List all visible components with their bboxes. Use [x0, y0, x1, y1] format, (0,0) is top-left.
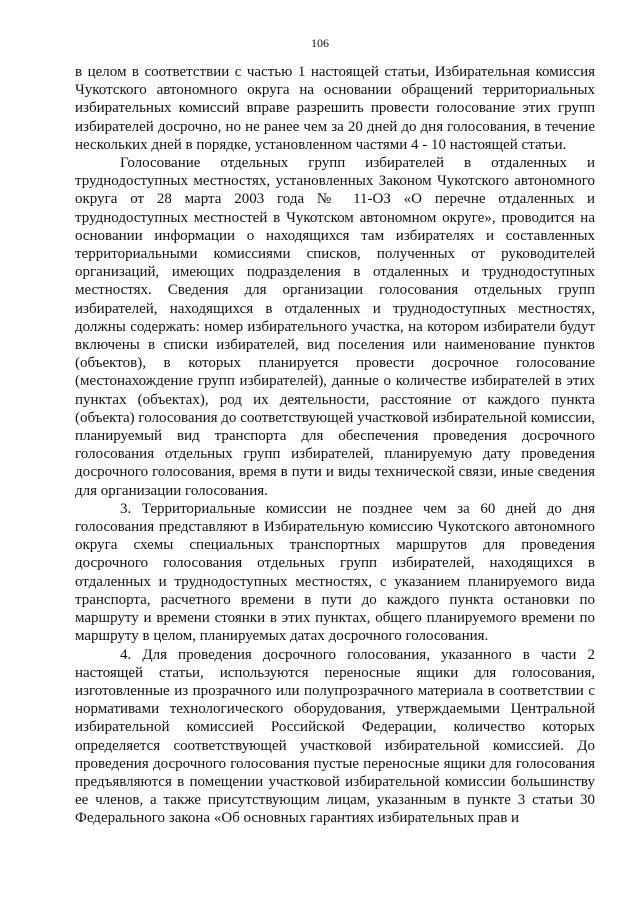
paragraph-item-4: 4. Для проведения досрочного голосования, указанного в части 2 настоящей статьи, используются переносные ящики для голосования, изготовленные из прозрачного или полупрозрачного материала в соответствии с нормативами технологического оборудования, утверждаемыми Центральной избирательной комиссией Российской Федерации, количество которых определяется соответствующей участковой избирательной комиссией. До проведения досрочного голосования пустые переносные ящики для голосования предъявляются в помещении участковой избирательной комиссии большинству ее членов, а также присутствующим лицам, указанным в пункте 3 статьи 30 Федерального закона «Об основных гарантиях избирательных прав и — [75, 646, 595, 827]
page-number: 106 — [311, 36, 329, 50]
document-body — [75, 63, 595, 828]
paragraph-remote-voting: Голосование отдельных групп избирателей в отдаленных и труднодоступных местностях, установленных Законом Чукотского автономного округа от 28 марта 2003 года № 11-ОЗ «О перечне отдаленных и труднодоступных местностей в Чукотском автономном округе», проводится на основании информации о находящихся там избирателях и составленных территориальными комиссиями списков, полученных от руководителей организаций, имеющих подразделения в отдаленных и труднодоступных местностях. Сведения для организации голосования отдельных групп избирателей, находящихся в отдаленных и труднодоступных местностях, должны содержать: номер избирательного участка, на котором избиратели будут включены в списки избирателей, вид поселения или наименование пунктов (объектов), в которых планируется провести досрочное голосование (местонахождение групп избирателей), данные о количестве избирателей в этих пунктах (объектах), род их деятельности, расстояние от каждого пункта (объекта) голосования до соответствующей участковой избирательной комиссии, планируемый вид транспорта для обеспечения проведения досрочного голосования отдельных групп избирателей, планируемую дату проведения досрочного голосования, время в пути и виды технической связи, иные сведения для организации голосования. — [75, 155, 595, 499]
paragraph-continuation: в целом в соответствии с частью 1 настоящей статьи, Избирательная комиссия Чукотского автономного округа на основании обращений территориальных избирательных комиссий вправе разрешить провести голосование этих групп избирателей досрочно, но не ранее чем за 20 дней до дня голосования, в течение нескольких дней в порядке, установленном частями 4 - 10 настоящей статьи. — [75, 64, 595, 153]
paragraph-item-3: 3. Территориальные комиссии не позднее чем за 60 дней до дня голосования представляют в Избирательную комиссию Чукотского автономного округа схемы специальных транспортных маршрутов для проведения досрочного голосования отдельных групп избирателей, находящихся в отдаленных и труднодоступных местностях, с указанием планируемого вида транспорта, расчетного времени в пути до каждого пункта остановки по маршруту и времени стоянки в этих пунктах, общего планируемого времени по маршруту в целом, планируемых датах досрочного голосования. — [75, 500, 595, 645]
